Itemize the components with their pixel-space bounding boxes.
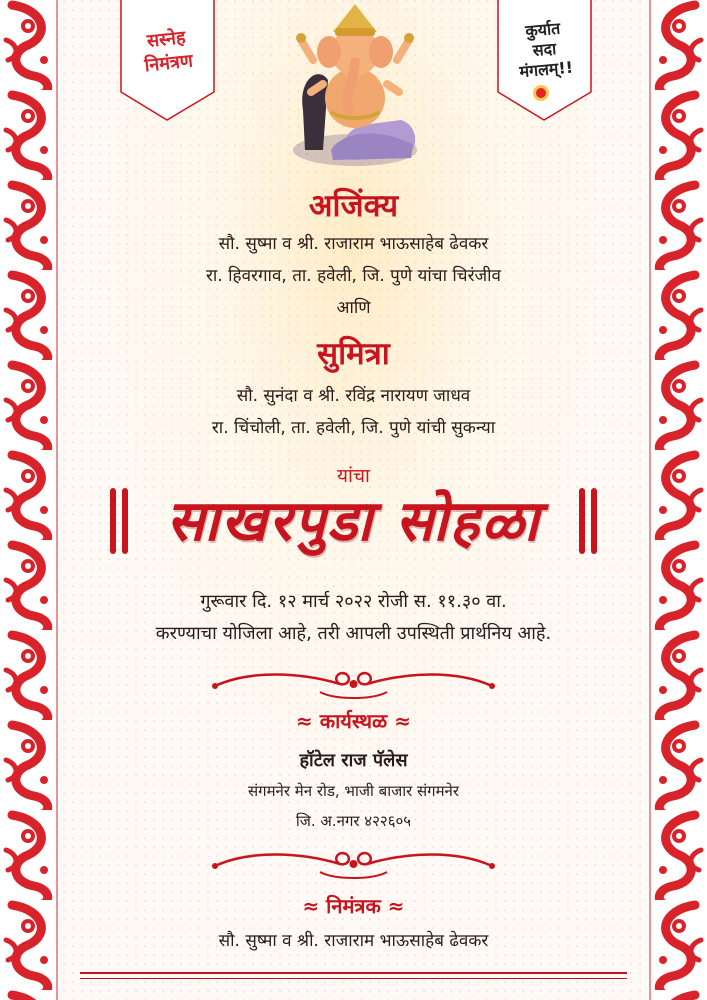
ganesha-idol-image [283, 0, 425, 168]
inviter-heading: ≈ निमंत्रक ≈ [302, 894, 405, 918]
ceremony-details [60, 586, 647, 650]
groom-address: रा. हिवरगाव, ता. हवेली, जि. पुणे यांचा चिरंजीव [205, 266, 501, 286]
ceremony-prefix: यांचा [337, 465, 370, 487]
groom-details [60, 228, 647, 324]
badge-right-line-3: मंगलम्!! [518, 57, 574, 82]
venue-heading: ≈ कार्यस्थळ ≈ [296, 709, 411, 733]
groom-parents: सौ. सुष्मा व श्री. राजाराम भाऊसाहेब ढेवकर [218, 234, 489, 254]
badge-right-line-1: कुर्यात [524, 18, 561, 41]
ceremony-message: करण्याचा योजिला आहे, तरी आपली उपस्थिती प्रार्थनिय आहे. [155, 623, 552, 644]
right-floral-border [647, 0, 707, 1000]
left-floral-border [0, 0, 60, 1000]
groom-name: अजिंक्य [308, 188, 399, 224]
ceremony-title-row [60, 478, 647, 568]
inviter-names: सौ. सुष्मा व श्री. राजाराम भाऊसाहेब ढेवकर [218, 931, 489, 951]
bottom-divider-line [80, 972, 627, 979]
kumkum-dot-icon [536, 88, 546, 98]
ceremony-datetime: गुरूवार दि. १२ मार्च २०२२ रोजी स. ११.३० वा. [200, 591, 507, 612]
venue-name: हॉटेल राज पॅलेस [299, 750, 408, 771]
groom-section [60, 188, 647, 224]
sasneh-nimantran-badge [120, 0, 215, 122]
badge-right-line-2: सदा [531, 39, 557, 60]
bride-name: सुमित्रा [317, 336, 390, 372]
divider-ornament-top [210, 660, 497, 704]
bride-section [60, 336, 647, 372]
venue-section [60, 708, 647, 836]
right-double-bar-ornament [576, 488, 600, 558]
bride-address: रा. चिंचोली, ता. हवेली, जि. पुणे यांची सुकन्या [211, 418, 496, 438]
venue-address-line-1: संगमनेर मेन रोड, भाजी बाजार संगमनेर [247, 782, 460, 800]
bride-parents: सौ. सुनंदा व श्री. रविंद्र नारायण जाधव [236, 386, 471, 406]
badge-left-line-2: निमंत्रण [143, 50, 194, 77]
divider-ornament-bottom [210, 840, 497, 884]
venue-address-line-2: जि. अ.नगर ४२२६०५ [295, 812, 412, 830]
badge-left-line-1: सस्नेह [145, 27, 187, 53]
bride-details [60, 380, 647, 444]
and-text: आणि [336, 298, 371, 318]
ceremony-title: साखरपुडा सोहळा [166, 488, 541, 554]
inviter-section [60, 893, 647, 957]
kuryat-sada-mangalam-badge [497, 0, 592, 122]
